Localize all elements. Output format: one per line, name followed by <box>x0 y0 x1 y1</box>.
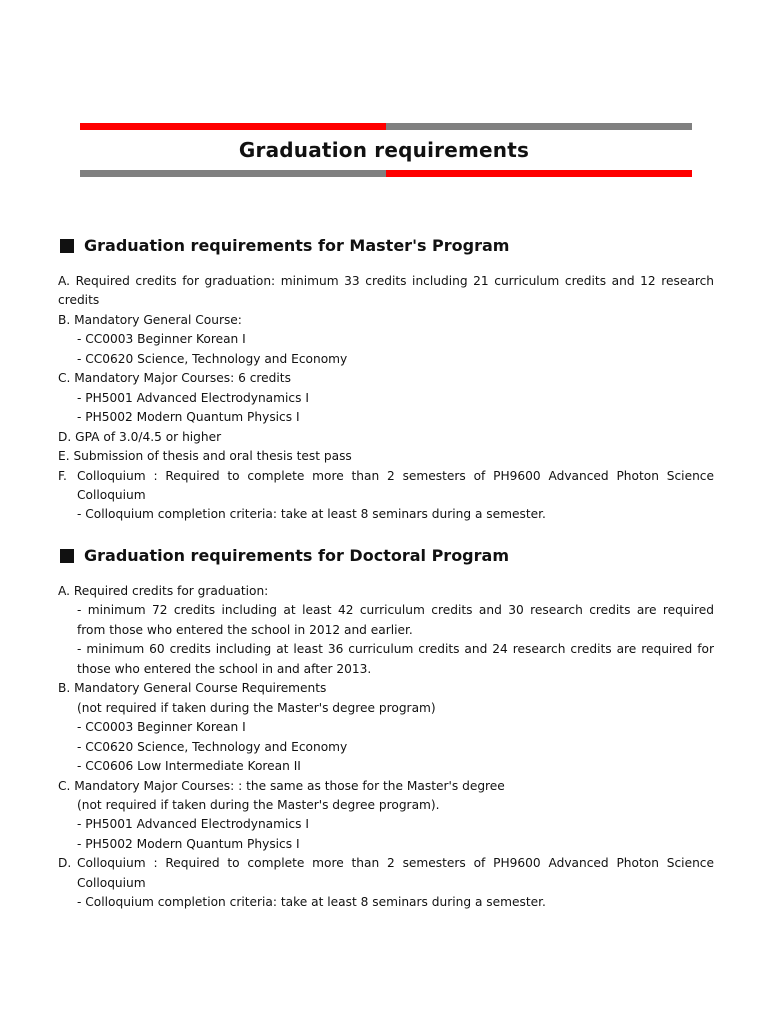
doctoral-a-item1-line1: - minimum 72 credits including at least 42 curriculum credits and 30 research credits are required <box>77 603 714 618</box>
doctoral-d-line2: Colloquium <box>77 875 146 890</box>
masters-a-line2: credits <box>58 293 100 308</box>
doctoral-c: C. Mandatory Major Courses: : the same as those for the Master's degree <box>58 778 505 793</box>
masters-a-line1: A. Required credits for graduation: minimum 33 credits including 21 curriculum credits and 12 research <box>58 274 714 288</box>
doctoral-heading <box>60 545 509 567</box>
masters-heading-text: Graduation requirements for Master's Program <box>84 236 510 255</box>
list-item: - CC0003 Beginner Korean I <box>77 332 246 347</box>
masters-f-line2: Colloquium <box>77 487 146 502</box>
rule-gray-segment <box>80 170 386 177</box>
doctoral-c-note: (not required if taken during the Master's degree program). <box>77 797 440 812</box>
masters-e: E. Submission of thesis and oral thesis test pass <box>58 449 352 464</box>
header-bottom-rule <box>80 170 692 177</box>
doctoral-a-item2-line2: those who entered the school in and after 2013. <box>77 661 372 676</box>
list-item: - PH5002 Modern Quantum Physics I <box>77 410 300 425</box>
rule-red-segment <box>80 123 386 130</box>
doctoral-heading-text: Graduation requirements for Doctoral Program <box>84 546 509 565</box>
masters-d: D. GPA of 3.0/4.5 or higher <box>58 429 222 444</box>
doctoral-b: B. Mandatory General Course Requirements <box>58 681 327 696</box>
masters-c: C. Mandatory Major Courses: 6 credits <box>58 371 291 386</box>
doctoral-a-item2-line1: - minimum 60 credits including at least 36 curriculum credits and 24 research credits are required for <box>77 642 714 657</box>
page-title: Graduation requirements <box>238 138 530 162</box>
masters-f-line1: Colloquium : Required to complete more than 2 semesters of PH9600 Advanced Photon Science <box>77 468 714 483</box>
rule-gray-segment <box>386 123 692 130</box>
masters-b: B. Mandatory General Course: <box>58 312 242 327</box>
list-item: - CC0620 Science, Technology and Economy <box>77 739 348 754</box>
masters-f <box>58 467 714 525</box>
doctoral-requirements <box>58 582 714 913</box>
masters-heading <box>60 235 509 257</box>
doctoral-d-label: D. <box>58 856 72 871</box>
masters-f-label: F. <box>58 468 67 483</box>
doctoral-d <box>58 854 714 912</box>
masters-requirements <box>58 272 714 525</box>
header-top-rule <box>80 123 692 130</box>
list-item: - PH5001 Advanced Electrodynamics I <box>77 390 309 405</box>
list-item: - PH5002 Modern Quantum Physics I <box>77 836 300 851</box>
doctoral-b-note: (not required if taken during the Master's degree program) <box>77 700 436 715</box>
list-item: - Colloquium completion criteria: take at least 8 seminars during a semester. <box>77 895 546 910</box>
doctoral-d-line1: Colloquium : Required to complete more than 2 semesters of PH9600 Advanced Photon Science <box>77 856 714 871</box>
square-bullet-icon <box>60 239 74 253</box>
square-bullet-icon <box>60 549 74 563</box>
list-item: - CC0003 Beginner Korean I <box>77 720 246 735</box>
rule-red-segment <box>386 170 692 177</box>
list-item: - PH5001 Advanced Electrodynamics I <box>77 817 309 832</box>
list-item: - CC0606 Low Intermediate Korean II <box>77 759 301 774</box>
doctoral-a: A. Required credits for graduation: <box>58 584 269 598</box>
doctoral-a-item1-line2: from those who entered the school in 2012 and earlier. <box>77 622 413 637</box>
list-item: - CC0620 Science, Technology and Economy <box>77 351 348 366</box>
list-item: - Colloquium completion criteria: take at least 8 seminars during a semester. <box>77 507 546 522</box>
